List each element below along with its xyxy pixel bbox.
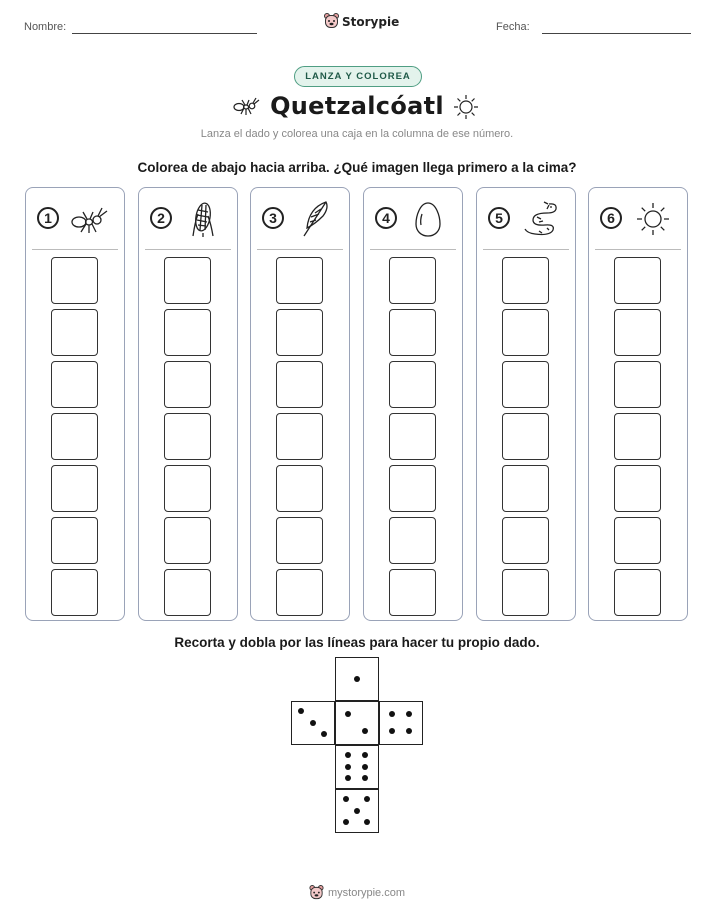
corn-icon xyxy=(181,200,225,238)
column-number: 3 xyxy=(262,207,284,229)
color-box[interactable] xyxy=(51,413,98,460)
column-6 xyxy=(588,187,688,621)
color-box[interactable] xyxy=(51,309,98,356)
color-box[interactable] xyxy=(51,517,98,564)
color-box[interactable] xyxy=(389,517,436,564)
color-box[interactable] xyxy=(164,309,211,356)
color-box[interactable] xyxy=(614,309,661,356)
date-label: Fecha: xyxy=(496,21,530,33)
die-pip xyxy=(362,752,368,758)
color-box[interactable] xyxy=(164,257,211,304)
die-pip xyxy=(362,764,368,770)
color-box[interactable] xyxy=(276,517,323,564)
page-title: Quetzalcóatl xyxy=(270,92,444,120)
color-box[interactable] xyxy=(614,517,661,564)
storypie-mascot-icon xyxy=(309,885,324,901)
color-box[interactable] xyxy=(389,465,436,512)
die-pip xyxy=(343,796,349,802)
die-face-6 xyxy=(335,745,379,789)
die-instruction: Recorta y dobla por las líneas para hacer tu propio dado. xyxy=(174,635,540,650)
activity-tag: LANZA Y COLOREA xyxy=(294,66,422,87)
color-box[interactable] xyxy=(51,569,98,616)
die-pip xyxy=(364,819,370,825)
brand-logo xyxy=(324,13,399,30)
color-box[interactable] xyxy=(276,257,323,304)
column-1 xyxy=(25,187,125,621)
name-field[interactable] xyxy=(72,33,257,34)
die-pip xyxy=(321,731,327,737)
color-box[interactable] xyxy=(502,257,549,304)
footer-url: mystorypie.com xyxy=(328,887,406,899)
die-pip xyxy=(389,711,395,717)
ant-icon xyxy=(68,200,112,238)
column-2 xyxy=(138,187,238,621)
color-box[interactable] xyxy=(502,569,549,616)
sun-icon xyxy=(453,94,479,120)
die-pip xyxy=(362,775,368,781)
color-box[interactable] xyxy=(51,257,98,304)
color-box[interactable] xyxy=(164,465,211,512)
column-number: 4 xyxy=(375,207,397,229)
column-3 xyxy=(250,187,350,621)
color-box[interactable] xyxy=(502,517,549,564)
color-box[interactable] xyxy=(389,309,436,356)
die-pip xyxy=(362,728,368,734)
subtitle: Lanza el dado y colorea una caja en la columna de ese número. xyxy=(200,128,514,140)
color-box[interactable] xyxy=(164,517,211,564)
egg-icon xyxy=(406,200,450,238)
die-face-3 xyxy=(291,701,335,745)
die-pip xyxy=(345,711,351,717)
column-number: 2 xyxy=(150,207,172,229)
color-box[interactable] xyxy=(614,465,661,512)
die-pip xyxy=(345,764,351,770)
color-box[interactable] xyxy=(276,413,323,460)
color-box[interactable] xyxy=(276,361,323,408)
feather-icon xyxy=(293,200,337,238)
die-face-5 xyxy=(335,789,379,833)
die-pip xyxy=(298,708,304,714)
column-number: 6 xyxy=(600,207,622,229)
column-5 xyxy=(476,187,576,621)
die-pip xyxy=(345,775,351,781)
serpent-icon xyxy=(519,200,563,238)
die-pip xyxy=(310,720,316,726)
storypie-mascot-icon xyxy=(324,13,339,30)
die-pip xyxy=(345,752,351,758)
column-4 xyxy=(363,187,463,621)
color-box[interactable] xyxy=(51,361,98,408)
column-number: 1 xyxy=(37,207,59,229)
die-pip xyxy=(406,728,412,734)
die-face-2 xyxy=(335,701,379,745)
color-box[interactable] xyxy=(614,569,661,616)
die-pip xyxy=(354,676,360,682)
color-box[interactable] xyxy=(276,465,323,512)
name-label: Nombre: xyxy=(24,21,67,33)
brand-name: Storypie xyxy=(342,14,400,29)
color-box[interactable] xyxy=(502,361,549,408)
die-face-1 xyxy=(335,657,379,701)
date-field[interactable] xyxy=(542,33,691,34)
die-face-4 xyxy=(379,701,423,745)
column-number: 5 xyxy=(488,207,510,229)
sun-icon xyxy=(631,200,675,238)
game-instruction: Colorea de abajo hacia arriba. ¿Qué imagen llega primero a la cima? xyxy=(137,160,577,175)
color-box[interactable] xyxy=(51,465,98,512)
ant-icon xyxy=(231,95,261,117)
color-box[interactable] xyxy=(614,361,661,408)
color-box[interactable] xyxy=(502,309,549,356)
color-box[interactable] xyxy=(614,257,661,304)
color-box[interactable] xyxy=(164,361,211,408)
color-box[interactable] xyxy=(502,413,549,460)
color-box[interactable] xyxy=(389,413,436,460)
die-pip xyxy=(354,808,360,814)
die-pip xyxy=(406,711,412,717)
color-box[interactable] xyxy=(389,257,436,304)
die-pip xyxy=(364,796,370,802)
color-box[interactable] xyxy=(164,569,211,616)
die-pip xyxy=(343,819,349,825)
color-box[interactable] xyxy=(502,465,549,512)
color-box[interactable] xyxy=(276,569,323,616)
footer xyxy=(309,885,405,901)
color-box[interactable] xyxy=(164,413,211,460)
die-pip xyxy=(389,728,395,734)
color-box[interactable] xyxy=(614,413,661,460)
color-box[interactable] xyxy=(276,309,323,356)
color-box[interactable] xyxy=(389,361,436,408)
color-box[interactable] xyxy=(389,569,436,616)
